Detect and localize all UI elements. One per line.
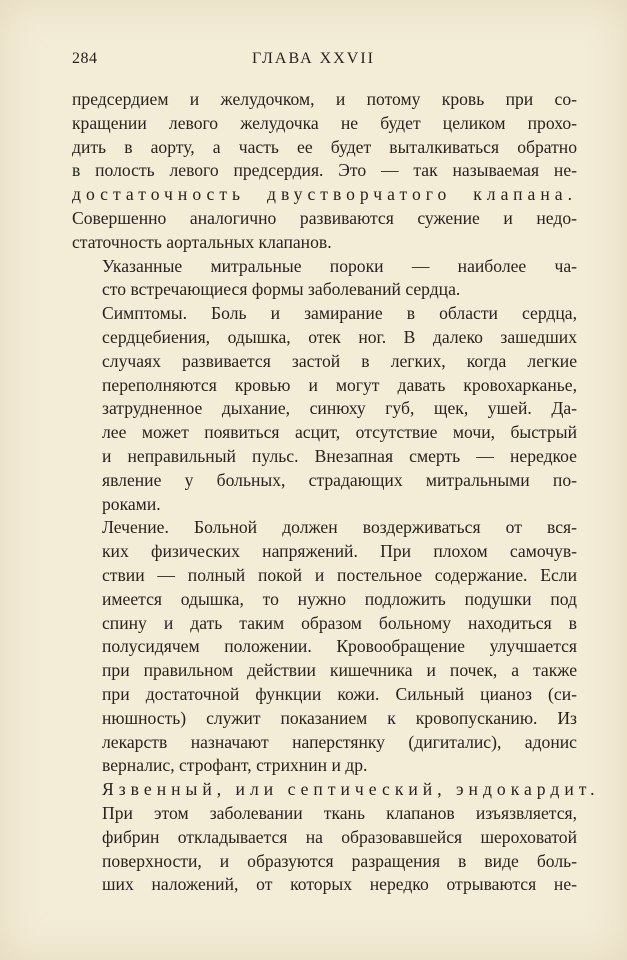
text-line: явление у больных, страдающих митральными по- — [102, 469, 577, 490]
text-line: Язвенный, или септический, эндокардит. — [102, 779, 600, 800]
paragraph — [72, 255, 577, 303]
text-line: полусидячем положении. Кровообращение улучшается — [102, 636, 577, 657]
paragraph — [72, 302, 577, 516]
page-number: 284 — [72, 50, 98, 67]
text-line: При этом заболевании ткань клапанов изъязвляется, — [102, 802, 577, 823]
text-line: в полость левого предсердия. Это — так называемая не- — [72, 160, 577, 181]
paragraph — [72, 88, 577, 255]
text-line: лекарств назначают наперстянку (дигиталис), адонис — [102, 731, 577, 752]
text-line: Указанные митральные пороки — наиболее ча- — [102, 255, 577, 276]
text-line: верналис, строфант, стрихнин и др. — [102, 755, 368, 776]
text-line: Совершенно аналогично развиваются сужение и недо- — [72, 207, 577, 228]
text-line: поверхности, и образуются разращения в виде боль- — [102, 850, 577, 871]
text-line: Симптомы. Боль и замирание в области сердца, — [102, 303, 577, 324]
text-line: ких физических напряжений. При плохом самочув- — [102, 541, 577, 562]
text-line: дить в аорту, а часть ее будет выталкиваться обратно — [72, 136, 577, 157]
text-line: переполняются кровью и могут давать кровохарканье, — [102, 374, 577, 395]
text-line: роками. — [102, 493, 161, 514]
text-line: ствии — полный покой и постельное содержание. Если — [102, 564, 577, 585]
body-text — [72, 88, 600, 897]
text-line: при достаточной функции кожи. Сильный цианоз (си- — [102, 683, 577, 704]
text-line: сердцебиения, одышка, отек ног. В далеко зашедших — [102, 326, 577, 347]
text-line: фибрин откладывается на образовавшейся шероховатой — [102, 826, 577, 847]
text-line: предсердием и желудочком, и потому кровь при со- — [72, 89, 577, 109]
paragraph — [72, 778, 600, 897]
paragraph — [72, 516, 577, 778]
text-line: сто встречающиеся формы заболеваний сердца. — [102, 279, 461, 300]
text-line: и неправильный пульс. Внезапная смерть — нередкое — [102, 445, 577, 466]
text-line: статочность аортальных клапанов. — [72, 231, 332, 252]
text-line: кращении левого желудочка не будет целиком прохо- — [72, 112, 577, 133]
text-line: нюшность) служит показанием к кровопусканию. Из — [102, 707, 577, 728]
text-line: имеется одышка, то нужно подложить подушки под — [102, 588, 577, 609]
text-line: при правильном действии кишечника и почек, а также — [102, 660, 577, 681]
text-line: случаях развивается застой в легких, когда легкие — [102, 350, 577, 371]
text-line: спину и дать таким образом больному находиться в — [102, 612, 577, 633]
text-line: ших наложений, от которых нередко отрываются не- — [102, 874, 577, 895]
text-line: Лечение. Больной должен воздерживаться от вся- — [102, 517, 577, 538]
text-line: затрудненное дыхание, синюху губ, щек, ушей. Да- — [102, 398, 577, 419]
text-line: достаточность двустворчатого клапана. — [72, 184, 577, 205]
running-head: ГЛАВА XXVII — [252, 50, 375, 67]
text-line: лее может появиться асцит, отсутствие мочи, быстрый — [102, 422, 577, 443]
